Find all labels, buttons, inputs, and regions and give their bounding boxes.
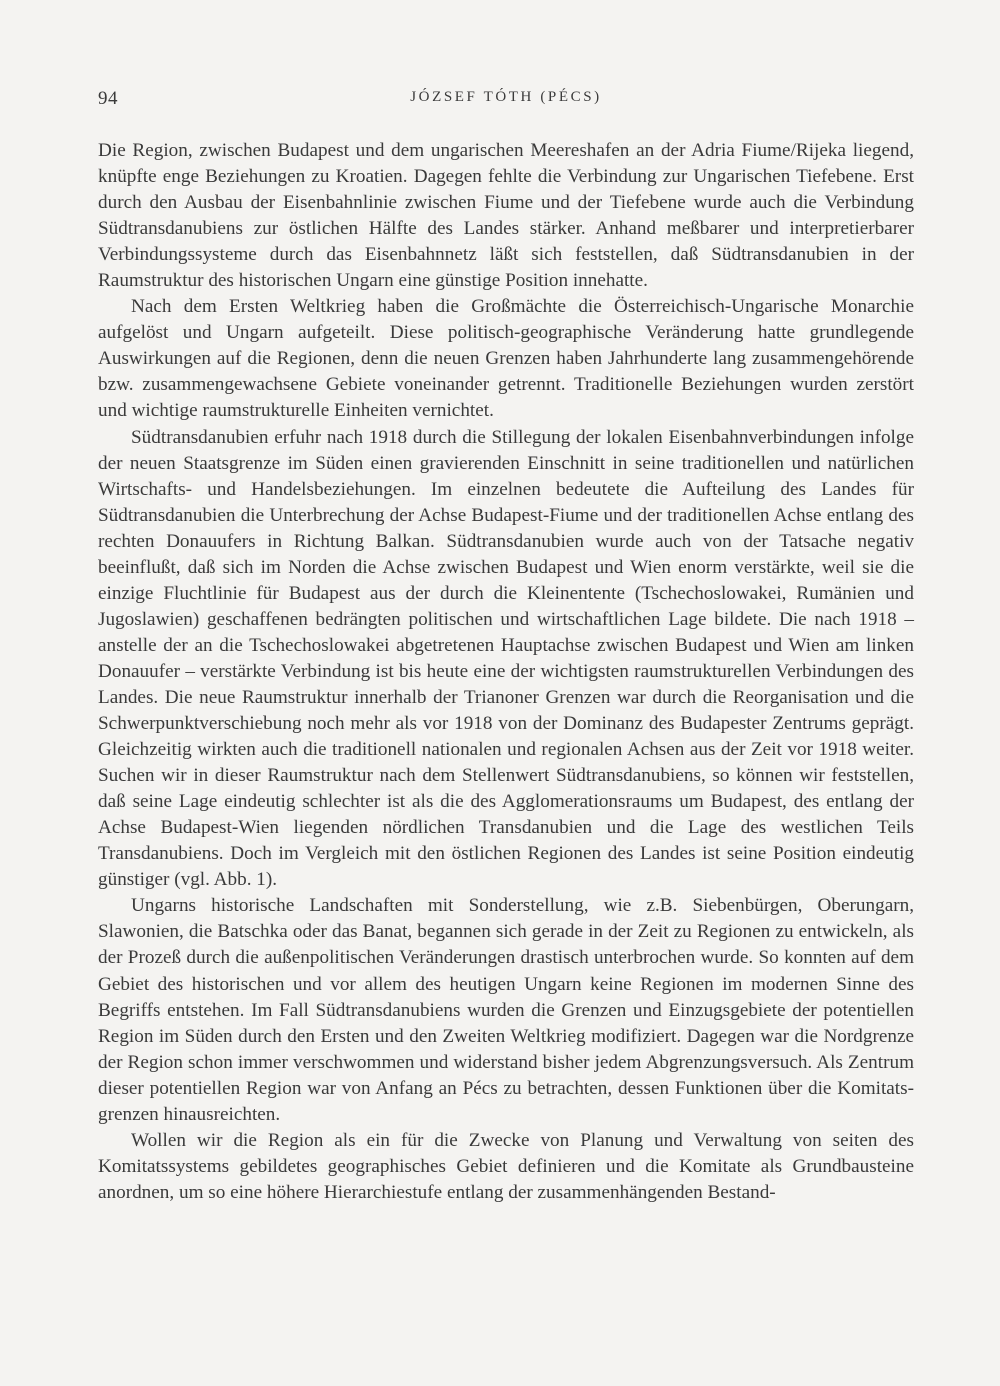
running-head: JÓZSEF TÓTH (PÉCS): [410, 89, 602, 105]
body-text: [98, 138, 914, 1206]
paragraph-4: Ungarns historische Landschaften mit Sonderstellung, wie z.B. Siebenbürgen, Oberungarn, Slawonien, die Batschka oder das Banat, begannen sich gerade in der Zeit zu Regionen zu entwickeln, als der Prozeß durch die außenpolitischen Veränderungen drastisch unterbrochen wurde. So konnten auf dem Gebiet des historischen und vor allem des heutigen Ungarn keine Regionen im modernen Sinne des Begriffs entstehen. Im Fall Südtransdanubiens wurden die Grenzen und Einzugsgebiete der potentiellen Region im Süden durch den Ersten und den Zweiten Weltkrieg modifiziert. Dagegen war die Nordgrenze der Region schon immer verschwommen und widerstand bisher jedem Abgrenzungsversuch. Als Zentrum dieser potentiellen Region war von Anfang an Pécs zu betrachten, dessen Funktionen über die Komitatsgrenzen hinausreichten.: [98, 895, 914, 1125]
paragraph-2: Nach dem Ersten Weltkrieg haben die Großmächte die Österreichisch-Ungarische Monarchie aufgelöst und Ungarn aufgeteilt. Diese politisch-geographische Veränderung hatte grundlegende Auswirkungen auf die Regionen, denn die neuen Grenzen haben Jahrhunderte lang zusammengehörende bzw. zusammengewachsene Gebiete voneinander getrennt. Traditionelle Beziehungen wurden zerstört und wichtige raumstrukturelle Einheiten vernichtet.: [98, 296, 914, 422]
paragraph-1: Die Region, zwischen Budapest und dem ungarischen Meereshafen an der Adria Fiume/Rijeka liegend, knüpfte enge Beziehungen zu Kroatien. Dagegen fehlte die Verbindung zur Ungarischen Tiefebene. Erst durch den Ausbau der Eisenbahnlinie zwischen Fiume und der Tiefebene wurde auch die Verbindung Südtransdanubiens zur östlichen Hälfte des Landes stärker. Anhand meßbarer und interpretierbarer Verbindungssysteme durch das Eisenbahnnetz läßt sich feststellen, daß Südtransdanubien in der Raumstruktur des historischen Ungarn eine günstige Position innehatte.: [98, 140, 914, 292]
page-number: 94: [98, 88, 118, 109]
page-header: [98, 88, 914, 114]
paragraph-5: Wollen wir die Region als ein für die Zwecke von Planung und Verwaltung von seiten des Komitatssystems gebildetes geographisches Gebiet definieren und die Komitate als Grundbausteine anordnen, um so eine höhere Hierarchiestufe entlang der zusammenhängenden Bestand-: [98, 1129, 914, 1203]
paragraph-3: Südtransdanubien erfuhr nach 1918 durch die Stillegung der lokalen Eisenbahnverbindungen infolge der neuen Staatsgrenze im Süden einen gravierenden Einschnitt in seine traditionellen und natürlichen Wirtschafts- und Handelsbeziehungen. Im einzelnen bedeutete die Aufteilung des Landes für Südtransdanubien die Unterbrechung der Achse Budapest-Fiume und der traditionellen Achse entlang des rechten Donauufers in Richtung Balkan. Südtransdanubien wurde auch von der Tatsache negativ beeinflußt, daß sich im Norden die Achse zwischen Budapest und Wien enorm verstärkte, weil sie die einzige Fluchtlinie für Budapest aus der durch die Kleinentente (Tschechoslowakei, Rumänien und Jugoslawien) geschaffenen bedrängten politischen und wirtschaftlichen Lage bildete. Die nach 1918 – anstelle der an die Tschechoslowakei abgetretenen Hauptachse zwischen Budapest und Wien am linken Donauufer – verstärkte Verbindung ist bis heute eine der wichtigsten raumstrukturellen Verbindungen des Landes. Die neue Raumstruktur innerhalb der Trianoner Grenzen war durch die Reorganisation und die Schwerpunktverschiebung noch mehr als vor 1918 von der Dominanz des Budapester Zentrums geprägt. Gleichzeitig wirkten auch die traditionell nationalen und regionalen Achsen aus der Zeit vor 1918 weiter. Suchen wir in dieser Raumstruktur nach dem Stellenwert Südtransdanubiens, so können wir feststellen, daß seine Lage eindeutig schlechter ist als die des Agglomerationsraums um Budapest, des entlang der Achse Budapest-Wien liegenden nördlichen Transdanubien und die Lage des westlichen Teils Transdanubiens. Doch im Vergleich mit den östlichen Regionen des Landes ist seine Position eindeutig günstiger (vgl. Abb. 1).: [98, 426, 914, 891]
